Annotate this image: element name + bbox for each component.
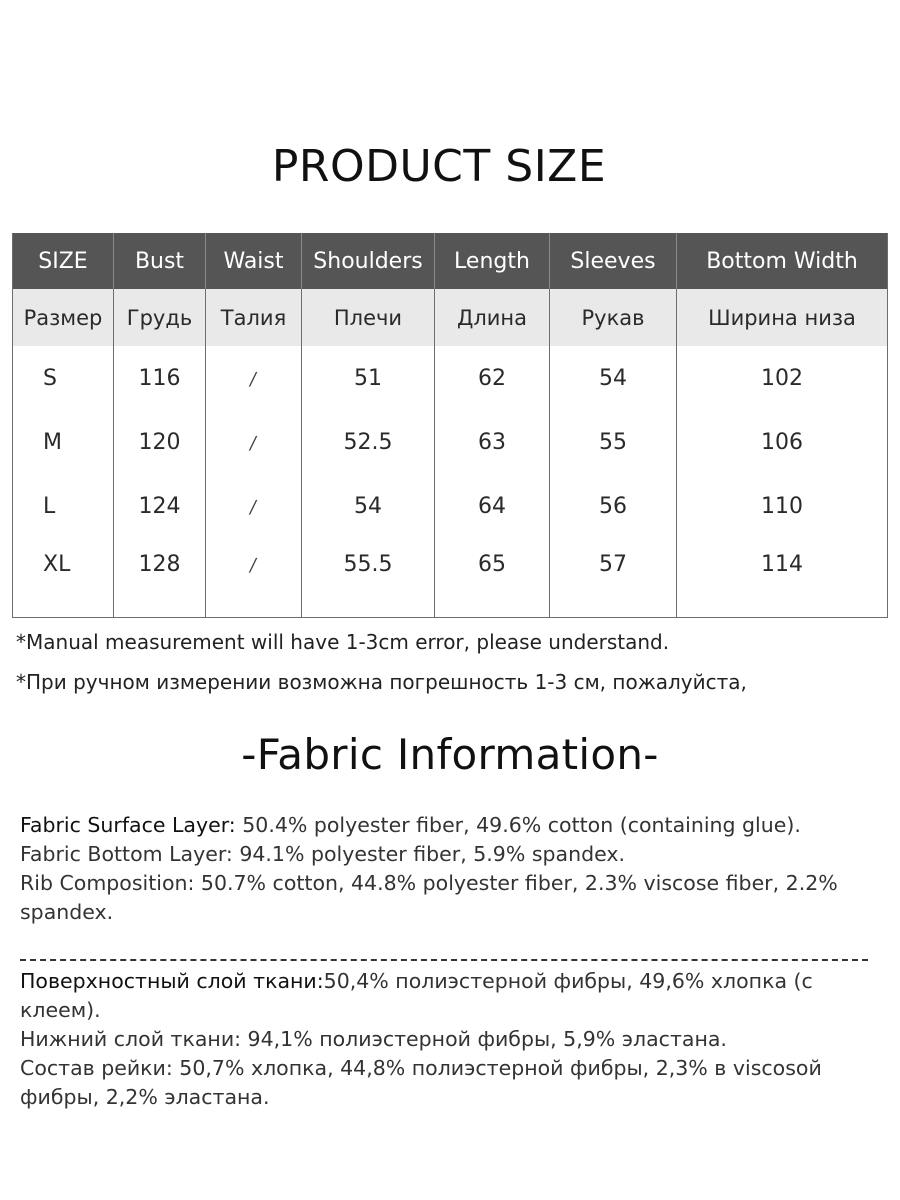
size-chart-table: [12, 233, 888, 618]
cell-bottom-width: 106: [677, 410, 888, 474]
fabric-surface-ru: [20, 967, 850, 1025]
cell-waist-value: /: [248, 496, 259, 518]
cell-shoulders: 52.5: [302, 410, 435, 474]
fabric-section-title: -Fabric Information-: [241, 730, 659, 779]
header-ru-size: Размер: [13, 289, 114, 346]
table-header-row-en: [13, 233, 888, 289]
header-ru-sleeves: Рукав: [550, 289, 677, 346]
fabric-bottom-en: Fabric Bottom Layer: 94.1% polyester fiber, 5.9% spandex.: [20, 842, 625, 866]
cell-length: [435, 538, 550, 618]
cell-shoulders: 54: [302, 474, 435, 538]
fabric-info-en: [20, 811, 850, 927]
header-ru-bottom-width: Ширина низа: [677, 289, 888, 346]
cell-length: 64: [435, 474, 550, 538]
header-size: SIZE: [13, 233, 114, 289]
table-row: [13, 410, 888, 474]
cell-bust: 116: [114, 346, 206, 410]
fabric-info-ru: [20, 967, 850, 1112]
cell-bottom-width: 102: [677, 346, 888, 410]
cell-bust: 120: [114, 410, 206, 474]
cell-bust: [114, 538, 206, 618]
fabric-rib-ru: Состав рейки: 50,7% хлопка, 44,8% полиэстерной фибры, 2,3% в viscosoй фибры, 2,2% эластана.: [20, 1056, 822, 1109]
table-row: [13, 346, 888, 410]
fabric-surface-text: 50.4% polyester fiber, 49.6% cotton (containing glue).: [235, 813, 801, 837]
measurement-note-en: *Manual measurement will have 1-3cm error, please understand.: [16, 630, 670, 654]
cell-size-value: XL: [43, 552, 71, 577]
cell-length: 62: [435, 346, 550, 410]
header-bust: Bust: [114, 233, 206, 289]
table-header-row-ru: [13, 289, 888, 346]
cell-bottom-width: [677, 538, 888, 618]
table-row: [13, 474, 888, 538]
cell-sleeves: 55: [550, 410, 677, 474]
fabric-surface-en: [20, 811, 850, 840]
cell-waist: [206, 346, 302, 410]
cell-waist: [206, 410, 302, 474]
cell-waist-value: /: [248, 555, 259, 576]
cell-size: M: [13, 410, 114, 474]
cell-waist-value: /: [248, 432, 259, 454]
cell-sleeves: 54: [550, 346, 677, 410]
cell-sleeves-value: 57: [599, 552, 627, 577]
page-title: PRODUCT SIZE: [271, 141, 607, 192]
fabric-bottom-ru: Нижний слой ткани: 94,1% полиэстерной фибры, 5,9% эластана.: [20, 1027, 727, 1051]
header-waist: Waist: [206, 233, 302, 289]
header-shoulders: Shoulders: [302, 233, 435, 289]
cell-size: S: [13, 346, 114, 410]
header-ru-bust: Грудь: [114, 289, 206, 346]
cell-length: 63: [435, 410, 550, 474]
dashed-divider: [20, 959, 868, 961]
cell-bust-value: 128: [138, 552, 181, 577]
cell-bottom-width: 110: [677, 474, 888, 538]
measurement-note-ru: *При ручном измерении возможна погрешность 1-3 см, пожалуйста,: [16, 670, 747, 694]
cell-sleeves: 56: [550, 474, 677, 538]
fabric-surface-text-ru: 50,4% полиэстерной фибры, 49,6% хлопка (с клеем).: [20, 969, 813, 1022]
cell-waist-value: /: [248, 368, 259, 390]
cell-waist: [206, 538, 302, 618]
fabric-surface-label-ru: Поверхностный слой ткани:: [20, 969, 324, 993]
header-bottom-width: Bottom Width: [677, 233, 888, 289]
header-length: Length: [435, 233, 550, 289]
cell-size: [13, 538, 114, 618]
fabric-rib-en: Rib Composition: 50.7% cotton, 44.8% polyester fiber, 2.3% viscose fiber, 2.2% spandex.: [20, 871, 838, 924]
header-ru-waist: Талия: [206, 289, 302, 346]
header-ru-length: Длина: [435, 289, 550, 346]
cell-shoulders: [302, 538, 435, 618]
cell-waist: [206, 474, 302, 538]
cell-sleeves: [550, 538, 677, 618]
header-sleeves: Sleeves: [550, 233, 677, 289]
fabric-surface-label: Fabric Surface Layer:: [20, 813, 236, 837]
cell-bust: 124: [114, 474, 206, 538]
cell-bottom-width-value: 114: [761, 552, 803, 577]
cell-size: L: [13, 474, 114, 538]
cell-length-value: 65: [478, 552, 506, 577]
table-row: [13, 538, 888, 618]
cell-shoulders-value: 55.5: [343, 552, 393, 577]
header-ru-shoulders: Плечи: [302, 289, 435, 346]
cell-shoulders: 51: [302, 346, 435, 410]
